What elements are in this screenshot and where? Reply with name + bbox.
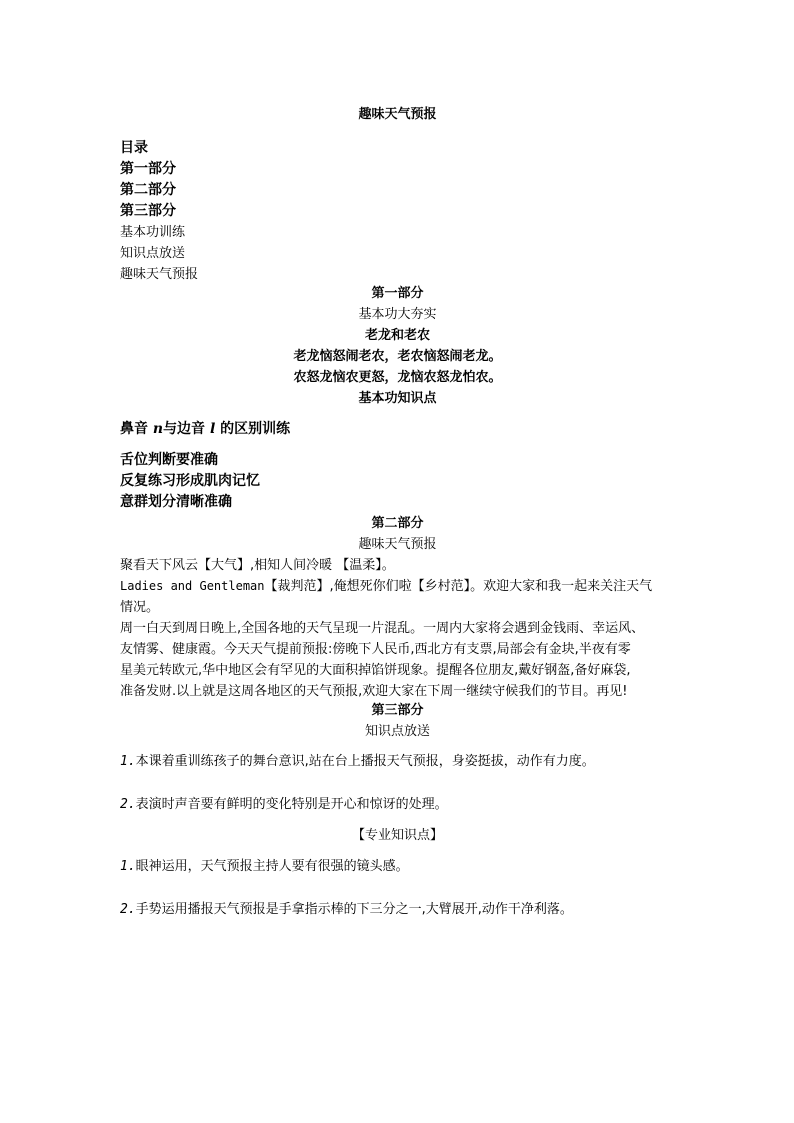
pro-knowledge-heading: 【专业知识点】 [351, 828, 443, 843]
toc-item[interactable]: 基本功训练 [120, 225, 186, 240]
pro-knowledge-point [120, 900, 675, 920]
toc-item[interactable]: 第一部分 [120, 161, 176, 177]
point-text: 眼神运用，天气预报主持人要有很强的镜头感。 [135, 859, 409, 874]
toc-heading: 目录 [120, 140, 148, 156]
point-number: 2. [120, 902, 136, 917]
point-text: 手势运用播报天气预报是手拿指示棒的下三分之一,大臂展开,动作干净利落。 [135, 902, 573, 917]
part-two [120, 513, 675, 702]
point-number: 2. [120, 797, 136, 812]
script-paragraph-line: 准备发财.以上就是这周各地区的天气预报,欢迎大家在下周一继续守候我们的节目。再见! [120, 684, 628, 699]
nl-l: l [209, 421, 216, 437]
section-heading: 第三部分 [371, 703, 424, 718]
point-number: 1. [120, 859, 136, 874]
pro-knowledge-point [120, 857, 675, 877]
section-subheading: 知识点放送 [364, 724, 430, 739]
knowledge-point [120, 752, 675, 772]
script-line: 聚看天下风云【大气】,相知人间冷暖 【温柔】。 [120, 558, 395, 573]
tip-item: 意群划分清晰准确 [120, 494, 232, 510]
section-subheading: 趣味天气预报 [358, 537, 437, 552]
document-title: 趣味天气预报 [358, 107, 437, 122]
point-text: 本课着重训练孩子的舞台意识,站在台上播报天气预报，身姿挺拔，动作有力度。 [135, 754, 595, 769]
script-text: 【裁判范】,俺想死你们啦【乡村范】。欢迎大家和我一起来关注天气 [264, 579, 653, 594]
tongue-twister-title: 老龙和老农 [364, 328, 430, 343]
nl-prefix: 鼻音 [120, 421, 148, 437]
tip-item: 反复练习形成肌肉记忆 [120, 473, 260, 489]
point-number: 1. [120, 754, 136, 769]
knowledge-point [120, 795, 675, 815]
toc-item[interactable]: 知识点放送 [120, 246, 186, 261]
section-heading: 第二部分 [371, 516, 424, 531]
nl-mid: 与边音 [163, 421, 206, 437]
table-of-contents [120, 138, 675, 285]
knowledge-heading: 基本功知识点 [358, 391, 437, 406]
script-line: 情况。 [120, 600, 160, 615]
toc-item[interactable]: 第二部分 [120, 182, 176, 198]
script-paragraph-line: 友情雾、健康霞。今天天气提前预报:傍晚下人民币,西北方有支票,局部会有金块,半夜有零 [120, 642, 631, 657]
script-latin: Ladies and Gentleman [120, 579, 265, 593]
script-paragraph-line: 周一白天到周日晚上,全国各地的天气呈现一片混乱。一周内大家将会遇到金钱雨、幸运风、 [120, 621, 645, 636]
toc-item[interactable]: 趣味天气预报 [120, 267, 199, 282]
script-paragraph-line: 星美元转欧元,华中地区会有罕见的大面积掉馅饼现象。提醒各位朋友,戴好钢盔,备好麻袋, [120, 663, 631, 678]
part-three [120, 700, 675, 742]
toc-item[interactable]: 第三部分 [120, 203, 176, 219]
tongue-twister-line: 老龙恼怒闹老农，老农恼怒闹老龙。 [293, 349, 502, 364]
nl-suffix: 的区别训练 [220, 421, 291, 437]
part-one [120, 283, 675, 409]
tip-item: 舌位判断要准确 [120, 452, 218, 468]
nl-training-heading [120, 419, 675, 439]
point-text: 表演时声音要有鲜明的变化特别是开心和惊讶的处理。 [135, 797, 448, 812]
tongue-twister-line: 农怒龙恼农更怒，龙恼农怒龙怕农。 [293, 370, 502, 385]
section-subheading: 基本功大夯实 [358, 307, 437, 322]
training-tips [120, 450, 675, 513]
section-heading: 第一部分 [371, 286, 424, 301]
script-line [120, 576, 675, 597]
nl-n: n [152, 421, 164, 437]
